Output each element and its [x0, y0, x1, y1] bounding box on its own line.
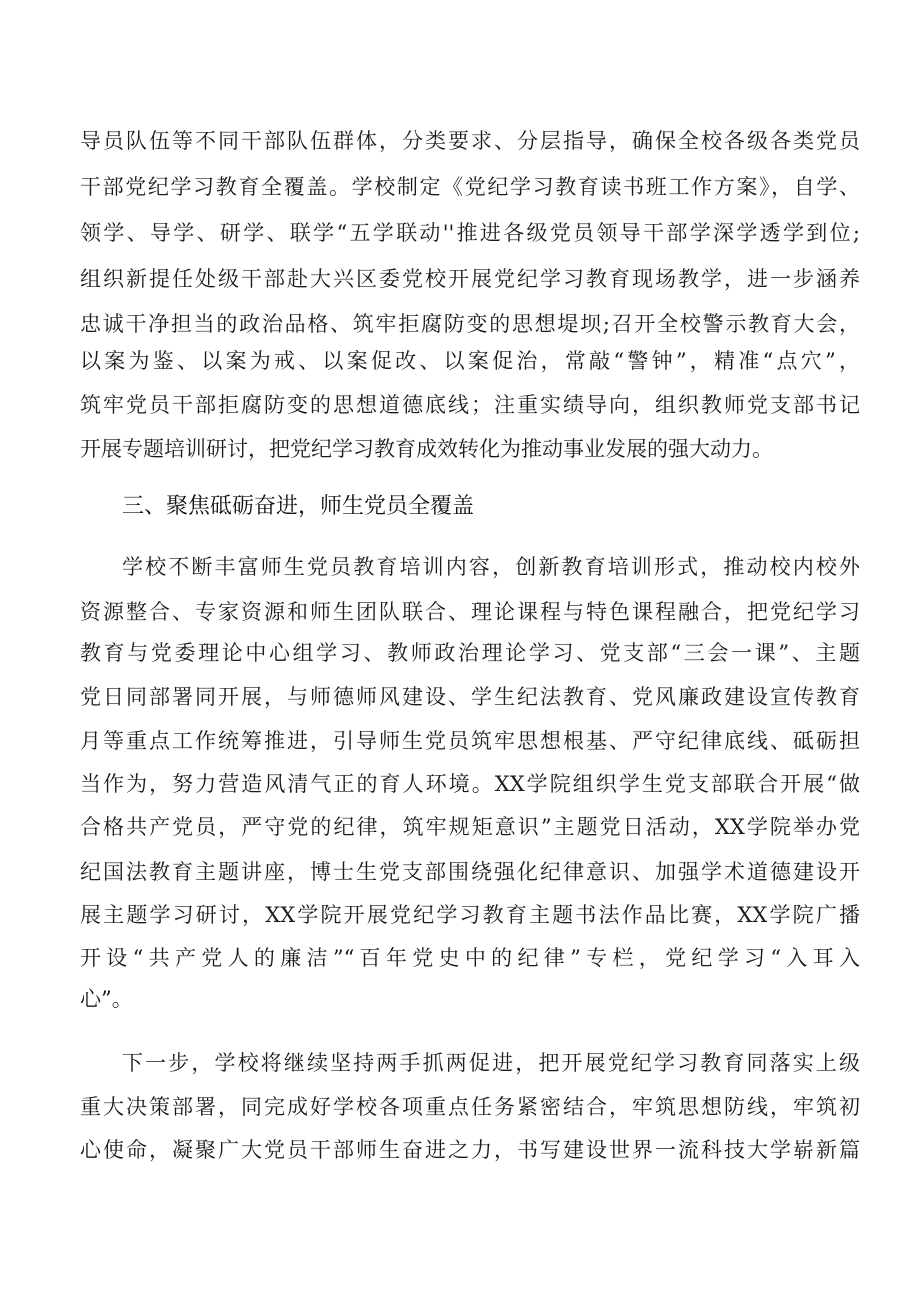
text-line: 开设“共产党人的廉洁”“百年党史中的纪律”专栏，党纪学习“入耳入	[80, 946, 860, 970]
text-line: 导员队伍等不同干部队伍群体，分类要求、分层指导，确保全校各级各类党员	[80, 129, 860, 153]
text-line: 忠诚干净担当的政治品格、筑牢拒腐防变的思想堤坝;召开全校警示教育大会，	[80, 312, 860, 336]
text-line: 党日同部署同开展，与师德师风建设、学生纪法教育、党风廉政建设宣传教育	[80, 685, 860, 709]
text-line: 当作为，努力营造风清气正的育人环境。XX学院组织学生党支部联合开展“做	[80, 772, 860, 796]
text-line: 心使命，凝聚广大党员干部师生奋进之力，书写建设世界一流科技大学崭新篇	[80, 1138, 860, 1162]
text-line: 月等重点工作统筹推进，引导师生党员筑牢思想根基、严守纪律底线、砥砺担	[80, 729, 860, 753]
text-line: 以案为鉴、以案为戒、以案促改、以案促治，常敲“警钟”，精准“点穴”，	[80, 349, 860, 373]
text-line: 教育与党委理论中心组学习、教师政治理论学习、党支部“三会一课”、主题	[80, 641, 860, 665]
text-line: 开展专题培训研讨，把党纪学习教育成效转化为推动事业发展的强大动力。	[80, 437, 773, 461]
text-line: 合格共产党员，严守党的纪律，筑牢规矩意识”主题党日活动，XX学院举办党	[80, 815, 860, 839]
text-line: 筑牢党员干部拒腐防变的思想道德底线；注重实绩导向，组织教师党支部书记	[80, 393, 860, 417]
text-line: 下一步，学校将继续坚持两手抓两促进，把开展党纪学习教育同落实上级	[122, 1051, 860, 1075]
text-line: 学校不断丰富师生党员教育培训内容，创新教育培训形式，推动校内校外	[122, 555, 860, 579]
text-line: 资源整合、专家资源和师生团队联合、理论课程与特色课程融合，把党纪学习	[80, 600, 860, 624]
section-heading: 三、聚焦砥砺奋进，师生党员全覆盖	[122, 494, 475, 519]
text-line: 干部党纪学习教育全覆盖。学校制定《党纪学习教育读书班工作方案》，自学、	[80, 175, 860, 199]
text-line: 展主题学习研讨，XX学院开展党纪学习教育主题书法作品比赛，XX学院广播	[80, 903, 860, 927]
text-line: 纪国法教育主题讲座，博士生党支部围绕强化纪律意识、加强学术道德建设开	[80, 860, 860, 884]
text-line: 领学、导学、研学、联学“五学联动''推进各级党员领导干部学深学透学到位;	[80, 221, 860, 245]
text-line: 心”。	[80, 987, 133, 1011]
text-line: 组织新提任处级干部赴大兴区委党校开展党纪学习教育现场教学，进一步涵养	[80, 267, 860, 291]
text-line: 重大决策部署，同完成好学校各项重点任务紧密结合，牢筑思想防线，牢筑初	[80, 1095, 860, 1119]
